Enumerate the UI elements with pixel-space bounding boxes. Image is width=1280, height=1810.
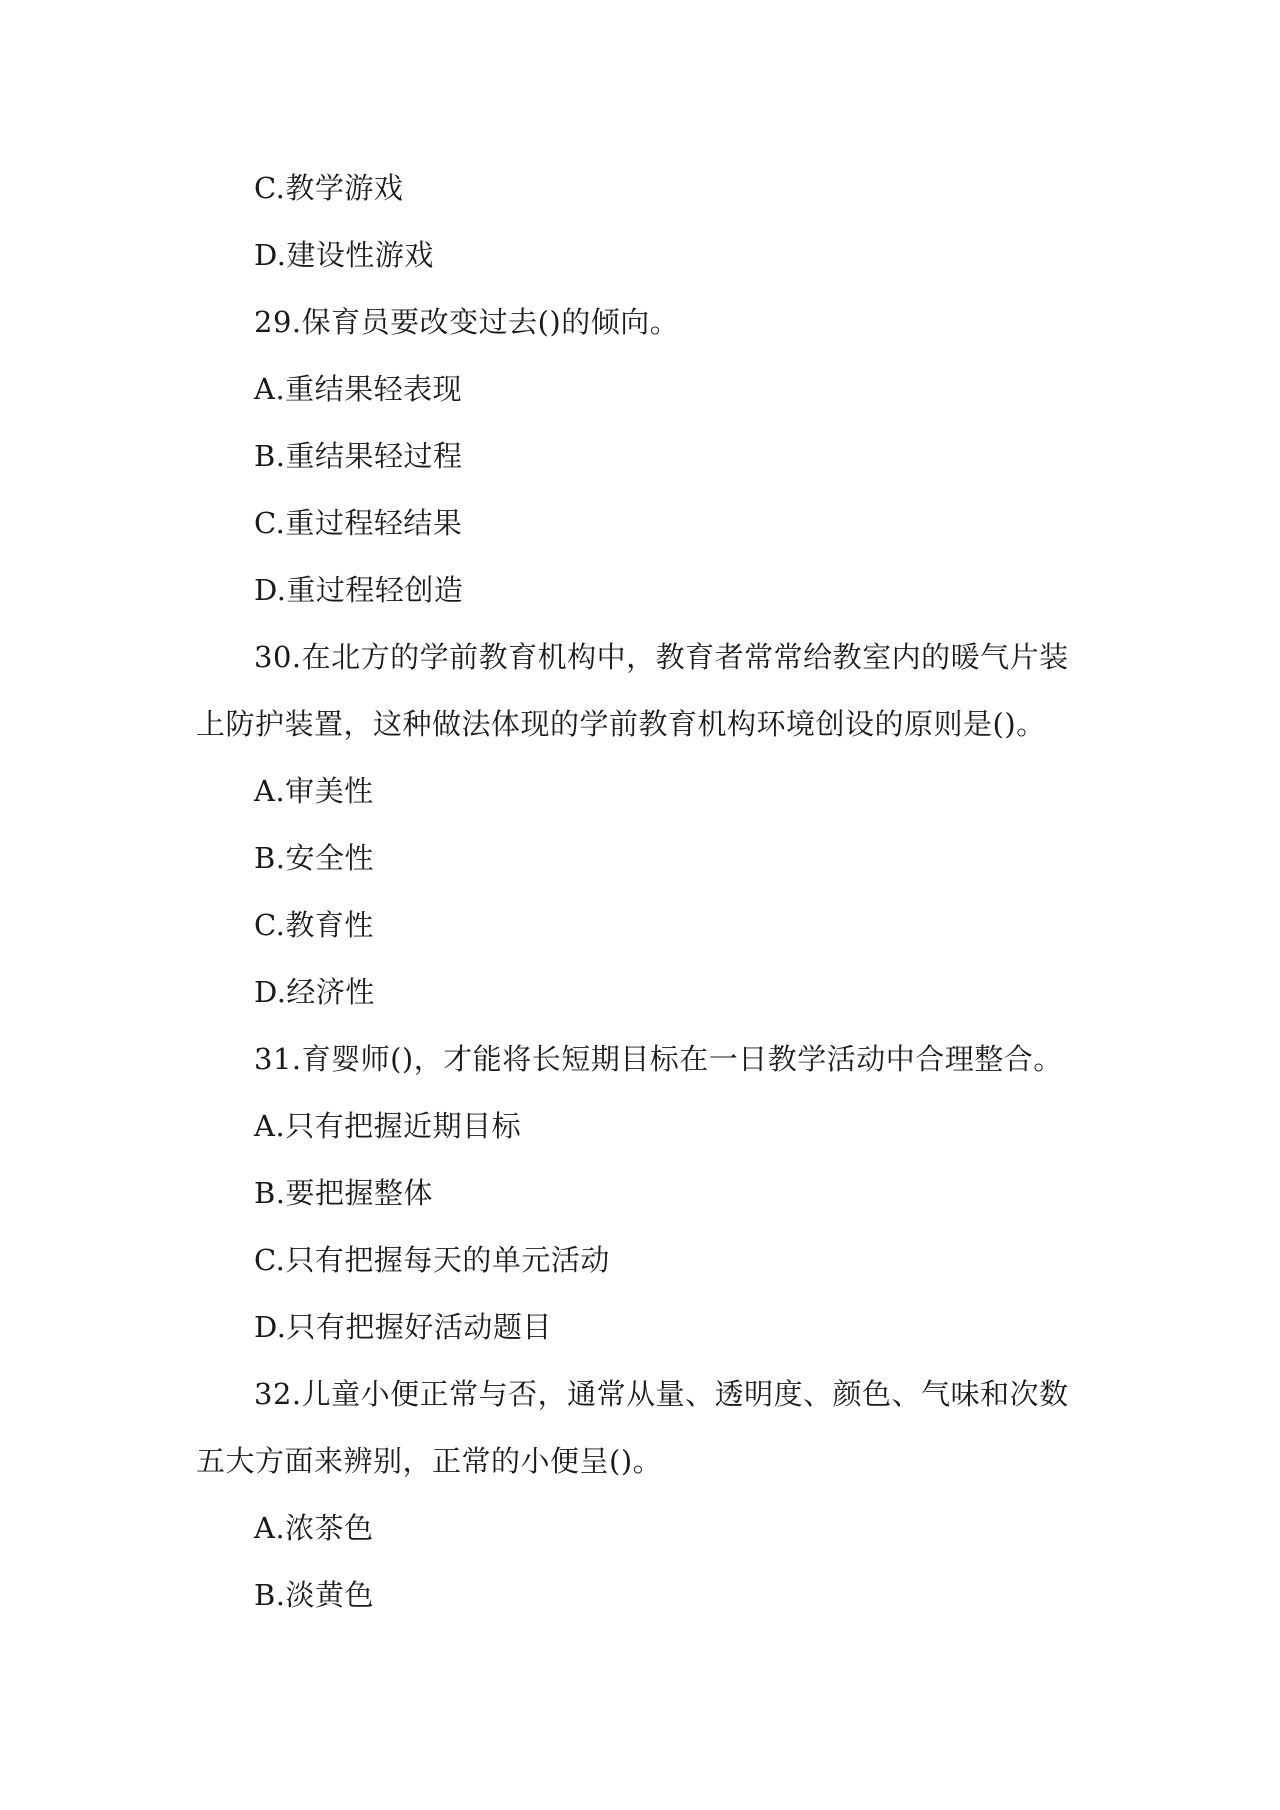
option-30-b: B.安全性 — [254, 841, 375, 875]
option-30-d: D.经济性 — [254, 975, 375, 1009]
option-30-c: C.教育性 — [254, 908, 374, 942]
question-31: 31.育婴师()，才能将长短期目标在一日教学活动中合理整合。 — [254, 1042, 1063, 1076]
question-32-line-2: 五大方面来辨别，正常的小便呈()。 — [196, 1444, 663, 1478]
option-31-c: C.只有把握每天的单元活动 — [254, 1243, 610, 1277]
option-29-b: B.重结果轻过程 — [254, 439, 463, 473]
option-31-b: B.要把握整体 — [254, 1176, 434, 1210]
option-28-c: C.教学游戏 — [254, 171, 404, 205]
option-32-a: A.浓茶色 — [254, 1511, 374, 1545]
option-30-a: A.审美性 — [254, 774, 374, 808]
option-31-d: D.只有把握好活动题目 — [254, 1310, 552, 1344]
question-29: 29.保育员要改变过去()的倾向。 — [254, 305, 680, 339]
question-30-line-1: 30.在北方的学前教育机构中，教育者常常给教室内的暖气片装 — [254, 640, 1069, 674]
question-32-line-1: 32.儿童小便正常与否，通常从量、透明度、颜色、气味和次数 — [254, 1377, 1069, 1411]
option-29-c: C.重过程轻结果 — [254, 506, 463, 540]
option-29-a: A.重结果轻表现 — [254, 372, 463, 406]
option-32-b: B.淡黄色 — [254, 1578, 375, 1612]
option-31-a: A.只有把握近期目标 — [254, 1109, 522, 1143]
question-30-line-2: 上防护装置，这种做法体现的学前教育机构环境创设的原则是()。 — [196, 707, 1046, 741]
option-28-d: D.建设性游戏 — [254, 238, 434, 272]
option-29-d: D.重过程轻创造 — [254, 573, 464, 607]
